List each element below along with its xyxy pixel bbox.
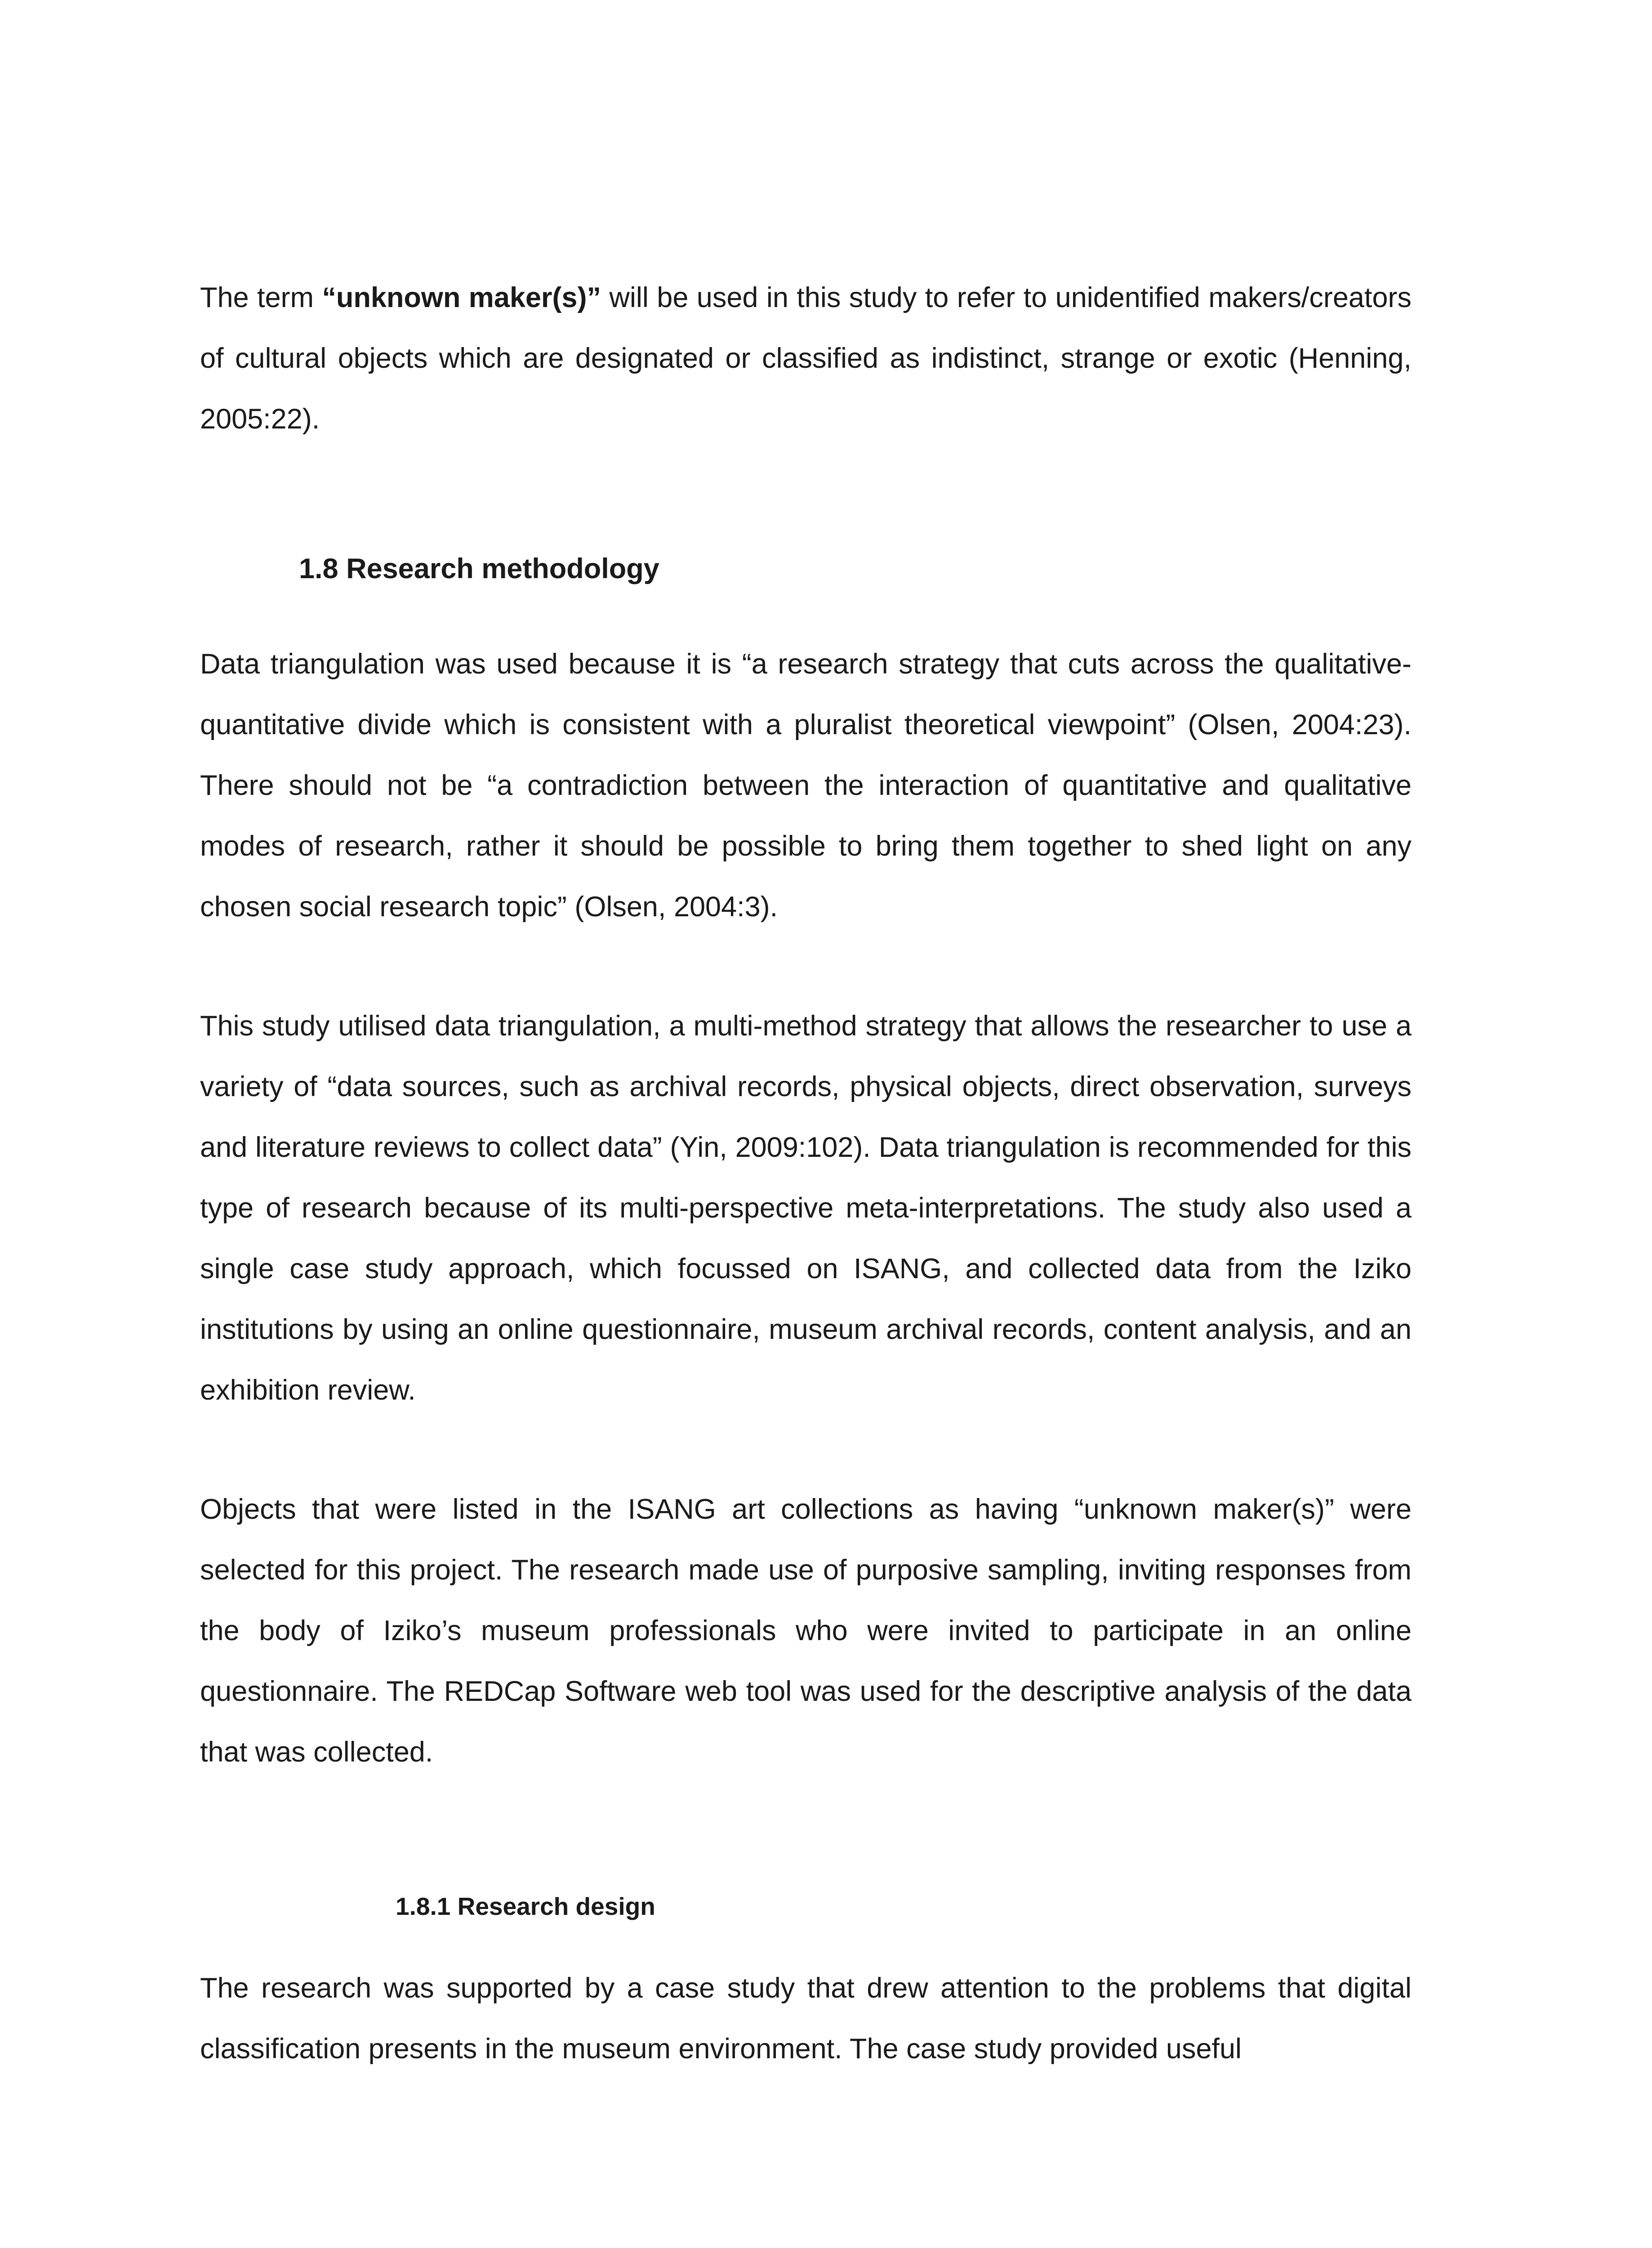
subsection-heading-research-design: 1.8.1 Research design [396,1892,655,1920]
methodology-paragraph-2: This study utilised data triangulation, a multi-method strategy that allows the researcher to use a variety of “data sources, such as archival records, physical objects, direct observation, surveys and literature reviews to collect data” (Yin, 2009:102). Data triangulation is recommended for this type of research because of its multi-perspective meta-interpretations. The study also used a single case study approach, which focussed on ISANG, and collected data from the Iziko institutions by using an online questionnaire, museum archival records, content analysis, and an exhibition review. [200,1010,1412,1406]
unknown-maker-term: “unknown maker(s)” [322,282,601,313]
intro-rest-text: will be used in this study to refer to unidentified makers/creators of cultural objects which are designated or classified as indistinct, strange or exotic (Henning, 2005:22). [200,282,1412,435]
intro-paragraph [200,268,1412,450]
methodology-paragraph-3: Objects that were listed in the ISANG art collections as having “unknown maker(s)” were selected for this project. The research made use of purposive sampling, inviting responses from the body of Iziko’s museum professionals who were invited to participate in an online questionnaire. The REDCap Software web tool was used for the descriptive analysis of the data that was collected. [200,1494,1412,1768]
intro-lead-text: The term [200,282,322,313]
section-heading-research-methodology: 1.8 Research methodology [299,553,659,584]
research-design-paragraph: The research was supported by a case study that drew attention to the problems that digital classification presents in the museum environment. The case study provided useful [200,1972,1412,2065]
methodology-paragraph-1: Data triangulation was used because it is “a research strategy that cuts across the qualitative-quantitative divide which is consistent with a pluralist theoretical viewpoint” (Olsen, 2004:23). There should not be “a contradiction between the interaction of quantitative and qualitative modes of research, rather it should be possible to bring them together to shed light on any chosen social research topic” (Olsen, 2004:3). [200,648,1412,923]
